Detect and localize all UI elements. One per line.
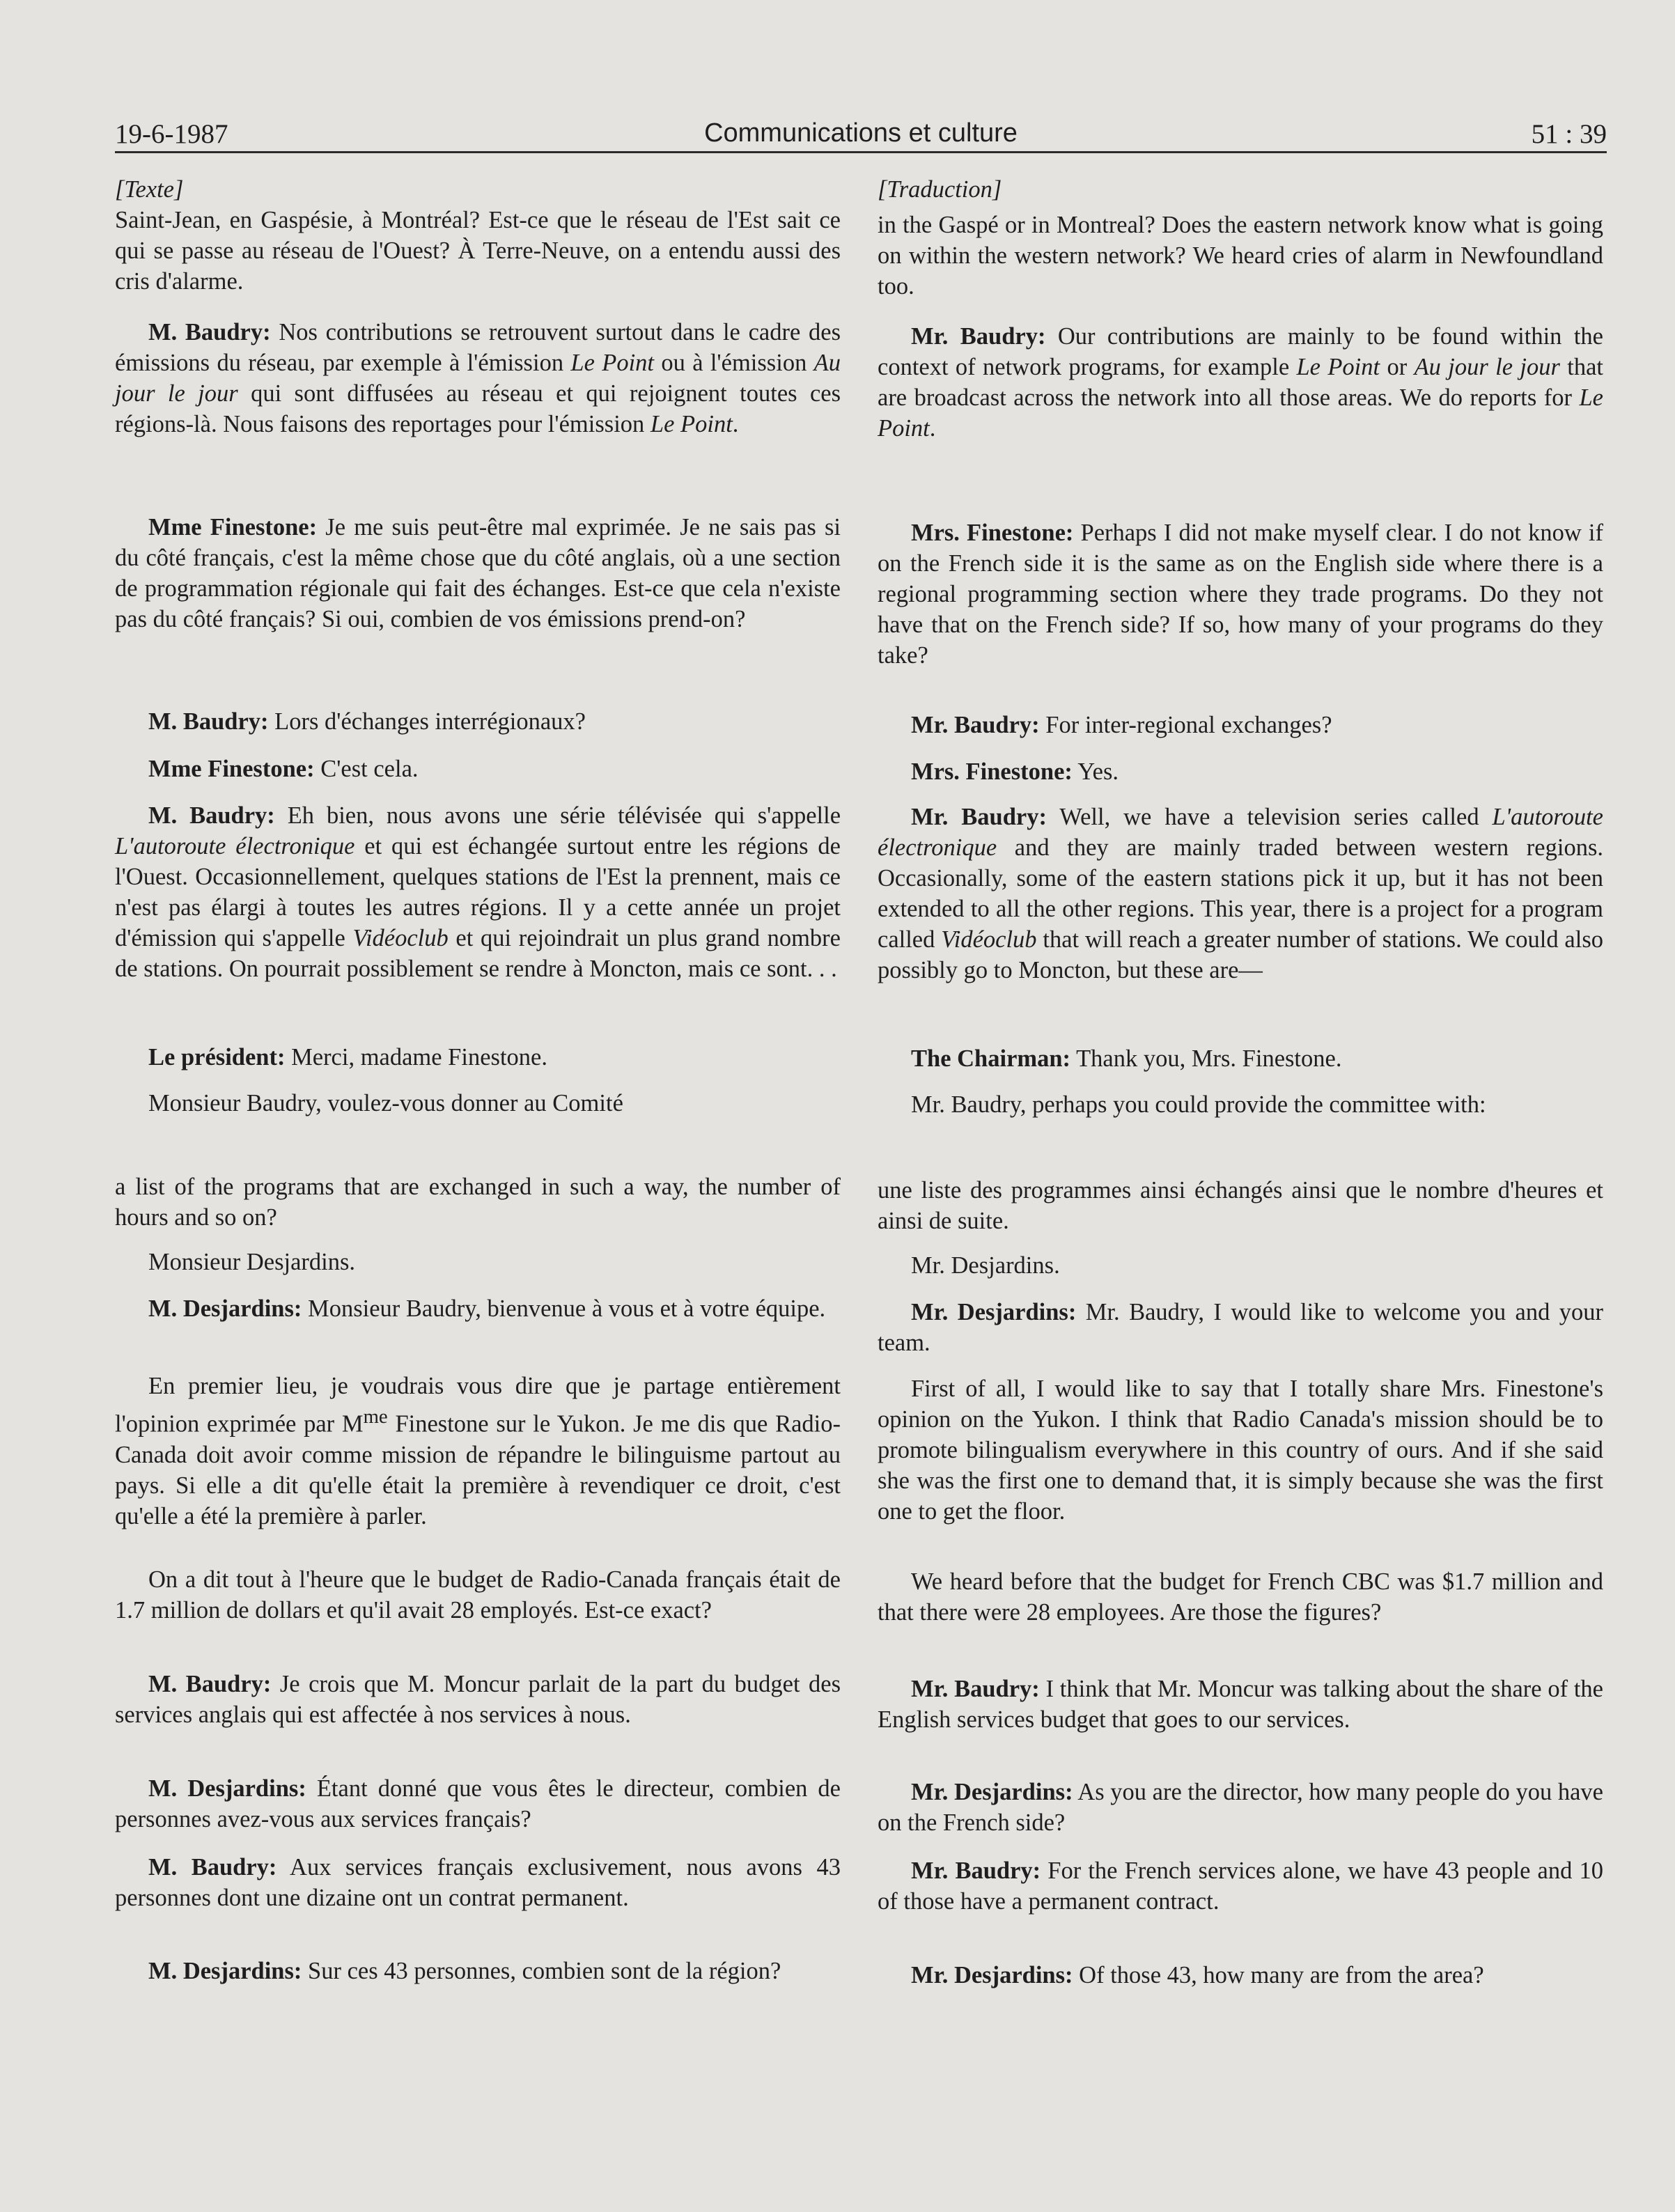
paragraph: Monsieur Baudry, voulez-vous donner au Comité [148, 1090, 623, 1116]
speaker-name: M. Baudry: [148, 802, 275, 829]
paragraph: Mrs. Finestone: Yes. [911, 758, 1119, 785]
speaker-name: Mrs. Finestone: [911, 758, 1073, 785]
paragraph: The Chairman: Thank you, Mrs. Finestone. [911, 1045, 1342, 1072]
paragraph: Mr. Baudry: For the French services alone, we have 43 people and 10 of those have a permanent contract. [878, 1857, 1603, 1915]
paragraph: in the Gaspé or in Montreal? Does the eastern network know what is going on within the western network? We heard cries of alarm in Newfoundland too. [878, 212, 1603, 299]
speaker-name: M. Baudry: [148, 1854, 277, 1880]
speaker-name: M. Baudry: [148, 319, 271, 345]
speaker-name: Mr. Baudry: [911, 1676, 1040, 1702]
paragraph: We heard before that the budget for French CBC was $1.7 million and that there were 28 employees. Are those the figures? [878, 1568, 1603, 1626]
paragraph: Mr. Desjardins: Of those 43, how many are from the area? [911, 1962, 1484, 1988]
paragraph: Mr. Desjardins: As you are the director, how many people do you have on the French side? [878, 1779, 1603, 1836]
speaker-name: Mr. Baudry: [911, 804, 1047, 830]
header-page-number: 51 : 39 [1531, 119, 1607, 149]
paragraph: Mr. Baudry: Well, we have a television series called L'autoroute électronique and they are mainly traded between western regions. Occasionally, some of the eastern stations pick it up, but it has not been extended to all the other regions. This year, there is a project for a program called Vidéoclub that will reach a greater number of stations. We could also possibly go to Moncton, but these are— [878, 804, 1603, 983]
speaker-name: Mrs. Finestone: [911, 520, 1074, 546]
speaker-name: M. Baudry: [148, 708, 269, 735]
speaker-name: Mr. Desjardins: [911, 1779, 1073, 1805]
paragraph: Mr. Desjardins: Mr. Baudry, I would like to welcome you and your team. [878, 1299, 1603, 1356]
paragraph: M. Baudry: Eh bien, nous avons une série télévisée qui s'appelle L'autoroute électronique et qui est échangée surtout entre les régions de l'Ouest. Occasionnellement, quelques stations de l'Est la prennent, mais ce n'est pas élargi à toutes les autres régions. Il y a cette année un projet d'émission qui s'appelle Vidéoclub et qui rejoindrait un plus grand nombre de stations. On pourrait possiblement se rendre à Moncton, mais ce sont. . . [115, 802, 841, 982]
paragraph: First of all, I would like to say that I totally share Mrs. Finestone's opinion on the Yukon. I think that Radio Canada's mission should be to promote bilingualism everywhere in this country of ours. And if she said she was the first one to demand that, it is simply because she was the first one to get the floor. [878, 1376, 1603, 1525]
paragraph: M. Desjardins: Sur ces 43 personnes, combien sont de la région? [148, 1958, 781, 1984]
speaker-name: Mme Finestone: [148, 756, 315, 782]
speaker-name: Mr. Baudry: [911, 712, 1040, 738]
speaker-name: Le président: [148, 1044, 286, 1070]
speaker-name: The Chairman: [911, 1045, 1071, 1072]
speaker-name: M. Desjardins: [148, 1295, 302, 1322]
paragraph: M. Desjardins: Monsieur Baudry, bienvenue à vous et à votre équipe. [148, 1295, 826, 1322]
paragraph: Mr. Baudry: I think that Mr. Moncur was talking about the share of the English services budget that goes to our services. [878, 1676, 1603, 1733]
paragraph: Mr. Baudry: For inter-regional exchanges? [911, 712, 1332, 738]
paragraph: Mme Finestone: Je me suis peut-être mal exprimée. Je ne sais pas si du côté français, c'est la même chose que du côté anglais, où a une section de programmation régionale qui fait des échanges. Est-ce que cela n'existe pas du côté français? Si oui, combien de vos émissions prend-on? [115, 514, 841, 632]
paragraph: Le président: Merci, madame Finestone. [148, 1044, 547, 1070]
paragraph: M. Baudry: Nos contributions se retrouvent surtout dans le cadre des émissions du réseau, par exemple à l'émission Le Point ou à l'émission Au jour le jour qui sont diffusées au réseau et qui rejoignent toutes ces régions-là. Nous faisons des reportages pour l'émission Le Point. [115, 319, 841, 437]
speaker-name: Mr. Desjardins: [911, 1962, 1073, 1988]
header-rule [115, 151, 1607, 153]
speaker-name: Mr. Baudry: [911, 1857, 1041, 1884]
page-header [115, 118, 1607, 153]
paragraph: une liste des programmes ainsi échangés ainsi que le nombre d'heures et ainsi de suite. [878, 1177, 1603, 1234]
section-label: [Traduction] [878, 176, 1002, 203]
header-date: 19-6-1987 [115, 119, 228, 149]
speaker-name: M. Desjardins: [148, 1958, 302, 1984]
paragraph: En premier lieu, je voudrais vous dire que je partage entièrement l'opinion exprimée par $M^{me}$ Finestone sur le Yukon. Je me dis que Radio-Canada doit avoir comme mission de répandre le bilinguisme partout au pays. Si elle a dit qu'elle était la première à revendiquer ce droit, c'est qu'elle a été la première à parler. [115, 1373, 841, 1529]
paragraph: a list of the programs that are exchanged in such a way, the number of hours and so on? [115, 1174, 841, 1231]
speaker-name: Mr. Baudry: [911, 323, 1046, 350]
speaker-name: M. Baudry: [148, 1671, 272, 1697]
paragraph: Mr. Baudry: Our contributions are mainly to be found within the context of network programs, for example Le Point or Au jour le jour that are broadcast across the network into all those areas. We do reports for Le Point. [878, 323, 1603, 442]
paragraph: Mr. Desjardins. [911, 1252, 1060, 1279]
section-label: [Texte] [115, 176, 184, 203]
paragraph: M. Baudry: Je crois que M. Moncur parlait de la part du budget des services anglais qui est affectée à nos services à nous. [115, 1671, 841, 1728]
speaker-name: Mr. Desjardins: [911, 1299, 1077, 1325]
speaker-name: Mme Finestone: [148, 514, 318, 540]
paragraph: Mrs. Finestone: Perhaps I did not make myself clear. I do not know if on the French side it is the same as on the English side where there is a regional programming section where they trade programs. Do they not have that on the French side? If so, how many of your programs do they take? [878, 520, 1603, 669]
paragraph: Mr. Baudry, perhaps you could provide the committee with: [911, 1091, 1486, 1118]
paragraph: M. Baudry: Lors d'échanges interrégionaux? [148, 708, 586, 735]
paragraph: Mme Finestone: C'est cela. [148, 756, 419, 782]
paragraph: Saint-Jean, en Gaspésie, à Montréal? Est-ce que le réseau de l'Est sait ce qui se passe au réseau de l'Ouest? À Terre-Neuve, on a entendu aussi des cris d'alarme. [115, 207, 841, 295]
paragraph: On a dit tout à l'heure que le budget de Radio-Canada français était de 1.7 million de dollars et qu'il avait 28 employés. Est-ce exact? [115, 1566, 841, 1623]
paragraph: Monsieur Desjardins. [148, 1249, 356, 1275]
header-title: Communications et culture [704, 118, 1018, 148]
paragraph: M. Baudry: Aux services français exclusivement, nous avons 43 personnes dont une dizaine ont un contrat permanent. [115, 1854, 841, 1911]
speaker-name: M. Desjardins: [148, 1775, 306, 1802]
paragraph: M. Desjardins: Étant donné que vous êtes le directeur, combien de personnes avez-vous aux services français? [115, 1775, 841, 1832]
